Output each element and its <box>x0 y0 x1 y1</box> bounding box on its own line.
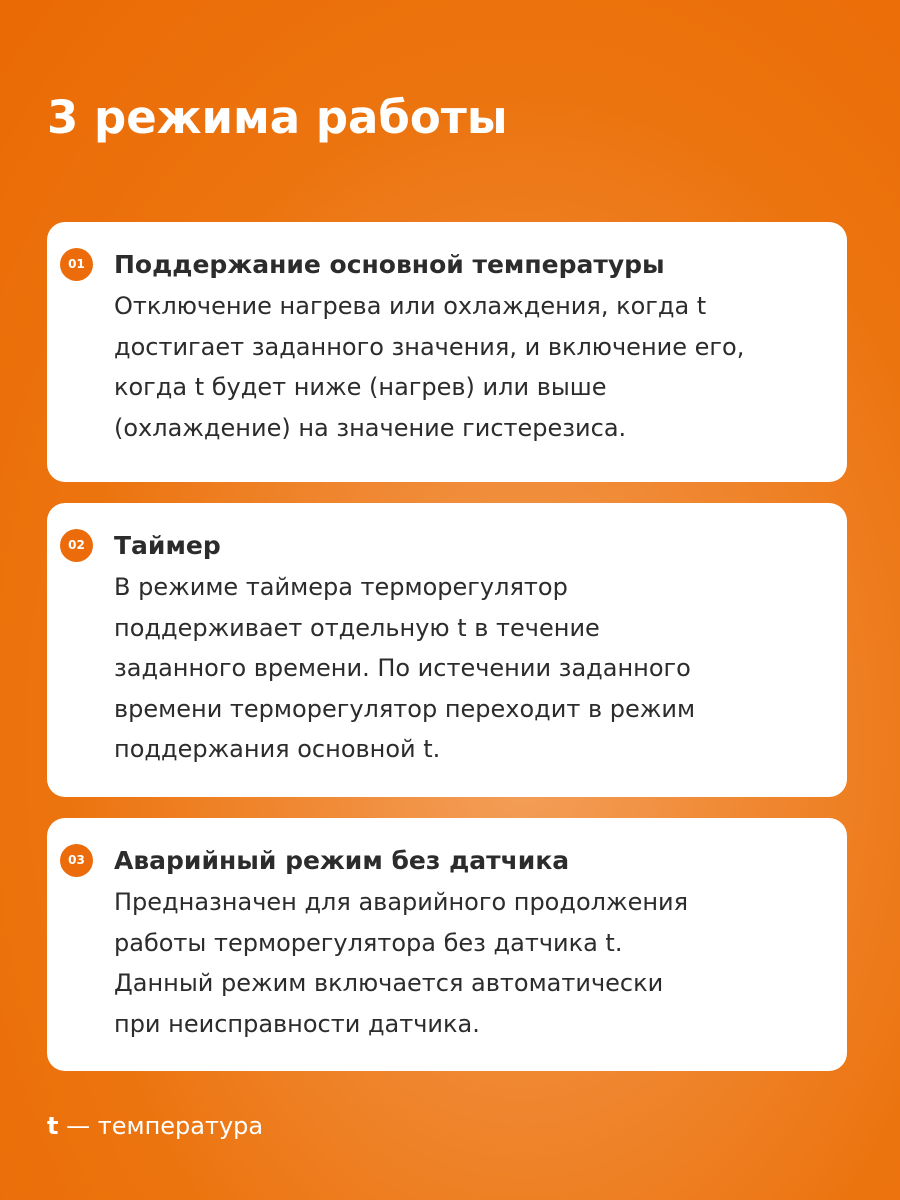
description-line: (охлаждение) на значение гистерезиса. <box>114 413 627 442</box>
mode-number-badge: 02 <box>60 529 93 562</box>
description-line: Данный режим включается автоматически <box>114 969 664 997</box>
mode-description <box>114 286 744 448</box>
mode-heading: Аварийный режим без датчика <box>114 846 570 875</box>
footnote-text: — температура <box>58 1112 264 1140</box>
description-line: когда t будет ниже (нагрев) или выше <box>114 373 607 401</box>
description-line: при неисправности датчика. <box>114 1009 480 1038</box>
mode-description <box>114 567 695 770</box>
footnote-symbol: t <box>47 1112 59 1140</box>
description-line: заданного времени. По истечении заданного <box>114 654 691 682</box>
description-line: времени терморегулятор переходит в режим <box>114 694 696 723</box>
footnote <box>47 1108 263 1144</box>
description-line: поддержания основной t. <box>114 735 441 763</box>
mode-number-badge: 01 <box>60 248 93 281</box>
description-line: В режиме таймера терморегулятор <box>114 573 568 601</box>
mode-card-1 <box>47 222 847 482</box>
description-line: Отключение нагрева или охлаждения, когда t <box>114 292 707 320</box>
description-line: поддерживает отдельную t в течение <box>114 613 600 642</box>
mode-card-2 <box>47 503 847 797</box>
mode-card-3 <box>47 818 847 1071</box>
mode-description <box>114 882 688 1044</box>
description-line: Предназначен для аварийного продолжения <box>114 888 689 916</box>
description-line: работы терморегулятора без датчика t. <box>114 928 623 957</box>
page-title: 3 режима работы <box>47 91 508 144</box>
description-line: достигает заданного значения, и включение его, <box>114 332 745 361</box>
mode-number-badge: 03 <box>60 844 93 877</box>
mode-heading: Поддержание основной температуры <box>114 250 665 279</box>
mode-heading: Таймер <box>114 531 221 560</box>
